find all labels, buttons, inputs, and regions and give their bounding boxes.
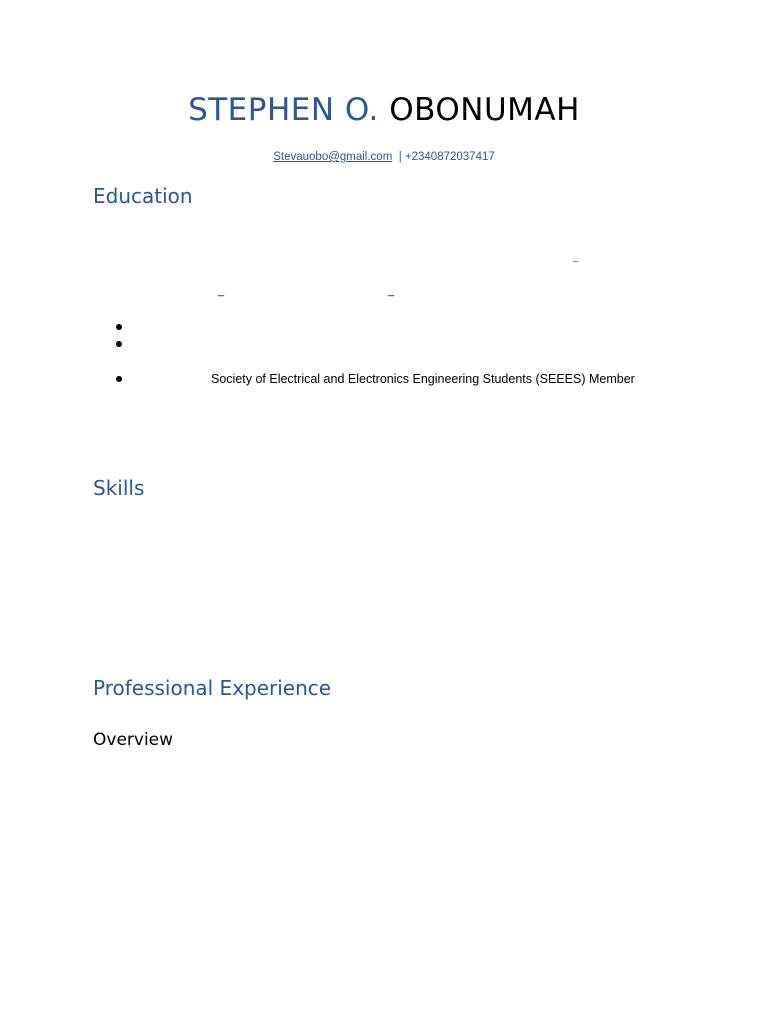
- email-link[interactable]: Stevauobo@gmail.com: [273, 151, 393, 163]
- education-dash-mark: _: [218, 285, 225, 297]
- skills-heading: Skills: [93, 476, 145, 500]
- education-heading: Education: [93, 184, 193, 208]
- last-name: OBONUMAH: [389, 92, 580, 128]
- bullet-marker: [116, 376, 122, 382]
- first-name: STEPHEN O.: [188, 92, 379, 128]
- education-dash-mark: _: [573, 252, 579, 263]
- phone-number: +2340872037417: [404, 151, 495, 163]
- bullet-marker: [116, 324, 122, 330]
- contact-line: [0, 149, 768, 165]
- applicant-name: [0, 88, 768, 132]
- education-dash-mark: _: [388, 285, 395, 297]
- bullet-marker: [116, 341, 122, 347]
- bullet-text: Society of Electrical and Electronics Engineering Students (SEEES) Member: [211, 372, 635, 386]
- overview-subheading: Overview: [93, 730, 174, 750]
- contact-separator: |: [398, 151, 402, 163]
- experience-heading: Professional Experience: [93, 676, 332, 700]
